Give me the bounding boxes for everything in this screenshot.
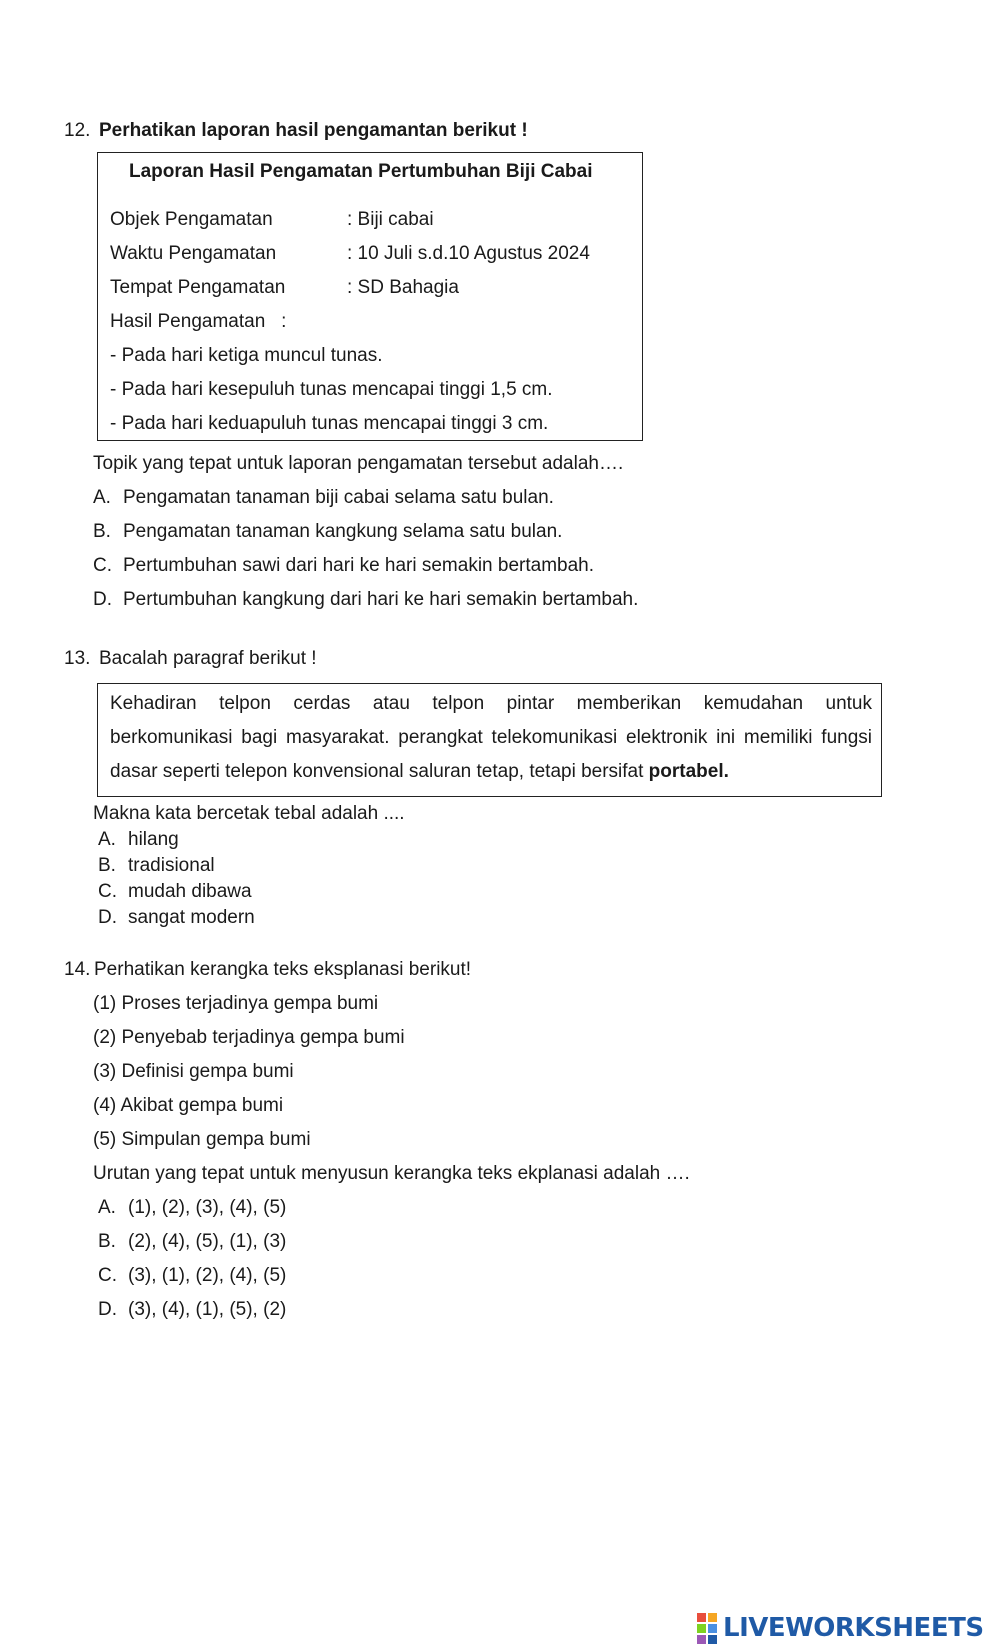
report-row-label: Objek Pengamatan	[110, 209, 273, 230]
paragraph-line: Kehadiran telpon cerdas atau telpon pintar memberikan kemudahan untuk	[110, 693, 872, 714]
q14-option-d[interactable]: (3), (4), (1), (5), (2)	[128, 1299, 287, 1320]
logo-block	[708, 1624, 717, 1633]
q12-question: Topik yang tepat untuk laporan pengamatan tersebut adalah….	[93, 453, 624, 474]
q13-instruction: Bacalah paragraf berikut !	[99, 648, 317, 669]
q13-option-d-letter: D.	[98, 907, 117, 928]
q13-option-a-letter: A.	[98, 829, 116, 850]
q13-option-a[interactable]: hilang	[128, 829, 179, 850]
report-result-item: - Pada hari kesepuluh tunas mencapai tinggi 1,5 cm.	[110, 379, 553, 400]
q12-option-c[interactable]: Pertumbuhan sawi dari hari ke hari semakin bertambah.	[123, 555, 595, 576]
report-result-item: - Pada hari keduapuluh tunas mencapai tinggi 3 cm.	[110, 413, 549, 434]
q12-instruction: Perhatikan laporan hasil pengamantan berikut !	[99, 120, 528, 141]
report-row-label: Waktu Pengamatan	[110, 243, 277, 264]
q12-option-d-letter: D.	[93, 589, 112, 610]
q14-option-b-letter: B.	[98, 1231, 116, 1252]
report-row-value: : 10 Juli s.d.10 Agustus 2024	[347, 243, 590, 264]
q12-option-d[interactable]: Pertumbuhan kangkung dari hari ke hari semakin bertambah.	[123, 589, 639, 610]
paragraph-line	[110, 762, 729, 781]
logo-block	[708, 1635, 717, 1644]
q14-item: (3) Definisi gempa bumi	[93, 1061, 294, 1082]
q14-item: (1) Proses terjadinya gempa bumi	[93, 993, 379, 1014]
report-row-value: : Biji cabai	[347, 209, 434, 230]
q14-option-d-letter: D.	[98, 1299, 117, 1320]
q14-option-c-letter: C.	[98, 1265, 117, 1286]
q12-option-a[interactable]: Pengamatan tanaman biji cabai selama satu bulan.	[123, 487, 554, 508]
q13-option-b[interactable]: tradisional	[128, 855, 215, 876]
report-result-item: - Pada hari ketiga muncul tunas.	[110, 345, 383, 366]
q13-option-c[interactable]: mudah dibawa	[128, 881, 252, 902]
logo-block	[697, 1624, 706, 1633]
q13-option-c-letter: C.	[98, 881, 117, 902]
paragraph-line: berkomunikasi bagi masyarakat. perangkat telekomunikasi elektronik ini memiliki fungsi	[110, 727, 872, 748]
q13-option-d[interactable]: sangat modern	[128, 907, 255, 928]
q14-number: 14.	[64, 959, 91, 980]
q12-option-a-letter: A.	[93, 487, 111, 508]
logo-block	[697, 1635, 706, 1644]
q12-option-c-letter: C.	[93, 555, 112, 576]
q14-item: (2) Penyebab terjadinya gempa bumi	[93, 1027, 405, 1048]
q14-option-b[interactable]: (2), (4), (5), (1), (3)	[128, 1231, 287, 1252]
logo-text: LIVEWORKSHEETS	[723, 1613, 984, 1643]
q14-option-c[interactable]: (3), (1), (2), (4), (5)	[128, 1265, 287, 1286]
q14-option-a-letter: A.	[98, 1197, 116, 1218]
report-title: Laporan Hasil Pengamatan Pertumbuhan Biji Cabai	[129, 161, 593, 182]
liveworksheets-logo[interactable]	[697, 1612, 984, 1644]
report-row-value: : SD Bahagia	[347, 277, 459, 298]
paragraph-text: dasar seperti telepon konvensional saluran tetap, tetapi bersifat	[110, 761, 649, 782]
q12-number: 12.	[64, 120, 91, 141]
bold-word: portabel.	[648, 761, 729, 782]
q14-item: (5) Simpulan gempa bumi	[93, 1129, 311, 1150]
q12-report-box	[97, 152, 643, 441]
logo-block	[708, 1613, 717, 1622]
q14-question: Urutan yang tepat untuk menyusun kerangka teks ekplanasi adalah ….	[93, 1163, 690, 1184]
report-row-label: Tempat Pengamatan	[110, 277, 286, 298]
q13-number: 13.	[64, 648, 91, 669]
q13-option-b-letter: B.	[98, 855, 116, 876]
q14-item: (4) Akibat gempa bumi	[93, 1095, 284, 1116]
report-results-label: Hasil Pengamatan :	[110, 311, 287, 332]
q14-option-a[interactable]: (1), (2), (3), (4), (5)	[128, 1197, 287, 1218]
q14-instruction: Perhatikan kerangka teks eksplanasi berikut!	[94, 959, 472, 980]
q13-question: Makna kata bercetak tebal adalah ....	[93, 803, 405, 824]
logo-block	[697, 1613, 706, 1622]
q12-option-b[interactable]: Pengamatan tanaman kangkung selama satu bulan.	[123, 521, 563, 542]
logo-mark-icon	[697, 1613, 717, 1644]
q12-option-b-letter: B.	[93, 521, 111, 542]
